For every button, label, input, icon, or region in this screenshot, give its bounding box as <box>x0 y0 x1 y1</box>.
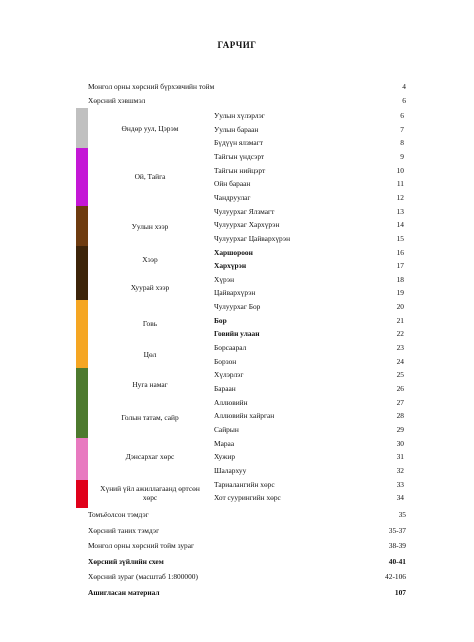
subentry-page: 34 <box>396 493 404 503</box>
subentry-label: Ойн бараан <box>214 179 251 189</box>
subentry-row[interactable] <box>214 246 404 260</box>
subentry-page: 23 <box>396 343 404 353</box>
category-color-bar <box>76 368 88 438</box>
subentry-row[interactable] <box>214 368 404 382</box>
category-color-bar <box>76 438 88 480</box>
subentry-label: Хүлэрлэг <box>214 370 244 380</box>
subentry-row[interactable] <box>214 150 404 164</box>
subentry-label: Чулуурхаг Бор <box>214 302 261 312</box>
subentry-label: Хархүрэн <box>214 261 247 271</box>
subentry-label: Хужир <box>214 452 236 462</box>
subentry-page: 21 <box>396 315 404 325</box>
category-label: Ой, Тайга <box>134 172 166 181</box>
toc-entry-label: Ашигласан материал <box>88 588 160 597</box>
subentry-row[interactable] <box>214 409 404 423</box>
toc-entry[interactable] <box>88 539 406 552</box>
subentry-label: Борсаарал <box>214 343 247 353</box>
subentry-row[interactable] <box>214 205 404 219</box>
subentry-page: 17 <box>396 261 404 271</box>
category-label: Хуурай хээр <box>130 283 170 292</box>
subentry-label: Уулын хүлэрлэг <box>214 111 265 120</box>
category-label: Хүний үйл ажиллагаанд өртсөн хөрс <box>100 484 200 502</box>
toc-entry[interactable] <box>88 94 406 107</box>
subentry-label: Тариалангийн хөрс <box>214 479 275 489</box>
subentry-page: 20 <box>396 302 404 312</box>
toc-entry[interactable] <box>88 555 406 568</box>
subentry-page: 18 <box>396 274 404 284</box>
subentry-row[interactable] <box>214 273 404 287</box>
subentry-page: 6 <box>400 111 404 120</box>
subentry-row[interactable] <box>214 396 404 410</box>
subentry-page: 24 <box>396 356 404 366</box>
subentry-row[interactable] <box>214 314 404 328</box>
page-title: ГАРЧИГ <box>217 40 257 50</box>
toc-entry-page: 107 <box>394 588 406 597</box>
subentry-row[interactable] <box>214 327 404 341</box>
subentry-row[interactable] <box>214 423 404 437</box>
subentry-label: Хот суурингийн хөрс <box>214 493 281 503</box>
subentry-row[interactable] <box>214 232 404 246</box>
category-label: Цөл <box>143 350 157 359</box>
toc-entry[interactable] <box>88 508 406 521</box>
subentry-row[interactable] <box>214 478 404 492</box>
subentry-row[interactable] <box>214 437 404 451</box>
toc-entry-label: Хөрсний зүйлийн схем <box>88 556 164 566</box>
category-label: Дэнсархаг хөрс <box>125 452 175 461</box>
toc-entry-label: Томъёолсон тэмдэг <box>88 510 149 519</box>
category-color-bar <box>76 148 88 206</box>
toc-entry[interactable] <box>88 80 406 93</box>
subentry-label: Чулуурхаг Цайвархүрэн <box>214 233 291 243</box>
toc-entry[interactable] <box>88 524 406 537</box>
toc-entry-page: 35 <box>398 510 406 519</box>
toc-entry-page: 4 <box>402 82 406 91</box>
category-color-bar <box>76 246 88 300</box>
subentry-page: 19 <box>396 288 404 298</box>
subentry-label: Мараа <box>214 438 235 448</box>
subentry-row[interactable] <box>214 164 404 178</box>
subentry-label: Бүдүүн ялзмагт <box>214 138 263 148</box>
toc-entry-label: Монгол орны хөрсний тойм зураг <box>88 541 195 551</box>
subentry-label: Чандруулаг <box>214 192 251 202</box>
toc-entry-label: Хөрсний хэвшмэл <box>88 96 146 105</box>
subentry-label: Аллювийн хайрган <box>214 411 275 421</box>
category-label: Нуга намаг <box>132 380 168 389</box>
toc-entry-page: 38-39 <box>388 541 406 551</box>
toc-entry-page: 40-41 <box>388 556 406 566</box>
category-color-bar <box>76 206 88 246</box>
subentry-page: 7 <box>400 124 404 134</box>
subentry-page: 10 <box>396 165 404 175</box>
category-label: Говь <box>142 319 158 328</box>
subentry-page: 15 <box>396 233 404 243</box>
category-label: Хээр <box>142 255 158 264</box>
toc-entry-label: Хөрсний зураг (масштаб 1:800000) <box>88 572 198 582</box>
subentry-page: 8 <box>400 138 404 148</box>
category-color-bar <box>76 108 88 148</box>
subentry-row[interactable] <box>214 341 404 355</box>
toc-entry-page: 35-37 <box>388 525 406 535</box>
subentry-label: Аллювийн <box>214 397 248 407</box>
subentry-row[interactable] <box>214 123 404 137</box>
subentry-row[interactable] <box>214 259 404 273</box>
subentry-page: 11 <box>396 179 404 189</box>
subentry-page: 25 <box>396 370 404 380</box>
subentry-page: 13 <box>396 206 404 216</box>
subentry-row[interactable] <box>214 177 404 191</box>
subentry-label: Сайрын <box>214 424 239 434</box>
subentry-row[interactable] <box>214 218 404 232</box>
subentry-page: 31 <box>396 452 404 462</box>
subentry-row[interactable] <box>214 136 404 150</box>
subentry-label: Харшороон <box>214 247 253 257</box>
subentry-label: Шалархуу <box>214 465 247 475</box>
subentry-page: 27 <box>396 397 404 407</box>
subentry-page: 32 <box>396 465 404 475</box>
subentry-row[interactable] <box>214 464 404 478</box>
subentry-label: Чулуурхаг Хархүрэн <box>214 220 280 230</box>
category-label: Голын татам, сайр <box>121 413 179 422</box>
subentry-label: Борзон <box>214 356 237 366</box>
subentry-label: Уулын бараан <box>214 124 259 134</box>
toc-entry[interactable] <box>88 586 406 599</box>
subentry-page: 14 <box>396 220 404 230</box>
subentry-label: Тайгын үндсэрт <box>214 151 265 161</box>
subentry-page: 16 <box>396 247 404 257</box>
subentry-page: 9 <box>400 151 404 161</box>
subentry-row[interactable] <box>214 109 404 123</box>
toc-entry[interactable] <box>88 570 406 583</box>
subentry-row[interactable] <box>214 286 404 300</box>
subentry-label: Хүрэн <box>214 274 235 284</box>
subentry-label: Бараан <box>214 384 236 393</box>
subentry-label: Чулуурхаг Ялзмагт <box>214 206 275 216</box>
category-color-bar <box>76 480 88 508</box>
category-color-bar <box>76 300 88 368</box>
subentry-page: 29 <box>396 424 404 434</box>
toc-entry-page: 6 <box>402 96 406 105</box>
subentry-page: 28 <box>396 411 404 421</box>
subentry-row[interactable] <box>214 300 404 314</box>
subentry-row[interactable] <box>214 450 404 464</box>
toc-entry-label: Монгол орны хөрсний бүрхэвчийн тойм <box>88 82 215 91</box>
toc-entry-label: Хөрсний таних тэмдэг <box>88 525 160 535</box>
subentry-page: 12 <box>396 192 404 202</box>
subentry-row[interactable] <box>214 491 404 505</box>
subentry-page: 30 <box>396 438 404 448</box>
subentry-label: Бор <box>214 315 227 325</box>
subentry-row[interactable] <box>214 355 404 369</box>
toc-entry-page: 42-106 <box>385 572 406 582</box>
subentry-page: 22 <box>396 329 404 339</box>
subentry-page: 26 <box>396 384 404 393</box>
category-label: Өндөр уул, Цэрэм <box>121 124 179 133</box>
subentry-row[interactable] <box>214 191 404 205</box>
subentry-page: 33 <box>396 479 404 489</box>
subentry-label: Говийн улаан <box>214 329 260 339</box>
subentry-row[interactable] <box>214 382 404 396</box>
category-label: Уулын хээр <box>131 222 169 231</box>
subentry-label: Тайгын нийцэрт <box>214 165 266 175</box>
subentry-label: Цайвархүрэн <box>214 288 256 298</box>
